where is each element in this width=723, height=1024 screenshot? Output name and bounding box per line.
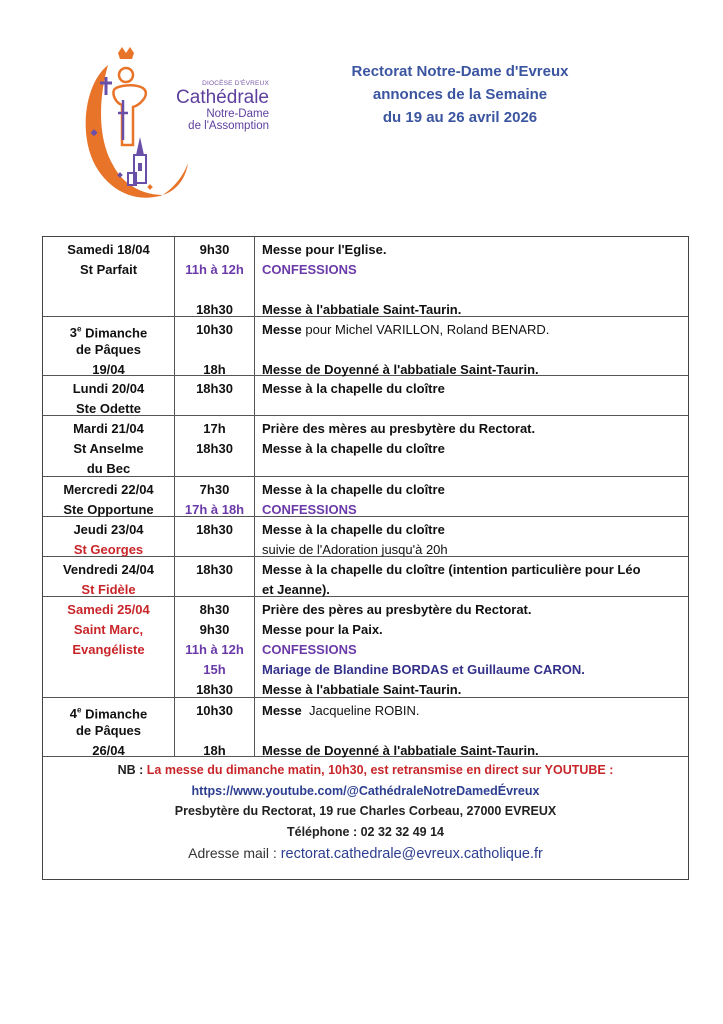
schedule-row (43, 557, 688, 597)
mail-line (43, 843, 688, 864)
event-keyword: Messe (262, 322, 302, 337)
day-date: 26/04 (92, 743, 125, 758)
event-cell (255, 597, 688, 697)
event-text: Messe à la chapelle du cloître (intention particulière pour Léo (262, 562, 641, 577)
schedule-row (43, 597, 688, 698)
day-date: 19/04 (92, 362, 125, 377)
event-text: Mariage de Blandine BORDAS et Guillaume CARON. (262, 662, 585, 677)
youtube-url[interactable]: https://www.youtube.com/@CathédraleNotreDamedÉvreux (191, 784, 540, 798)
event-text: Messe à la chapelle du cloître (262, 381, 445, 396)
event-text (262, 320, 682, 340)
event-text: CONFESSIONS (262, 262, 357, 277)
time-value: 11h à 12h (185, 642, 244, 657)
logo-text (144, 81, 269, 132)
event-detail: pour Michel VARILLON, Roland BENARD. (305, 322, 550, 337)
time-value: 17h (203, 421, 226, 436)
time-value: 18h30 (196, 562, 233, 577)
event-text (262, 280, 682, 300)
day-saint: St Parfait (79, 262, 138, 277)
event-cell (255, 376, 688, 415)
schedule-row (43, 517, 688, 557)
time-cell (175, 376, 255, 415)
day-date (47, 701, 170, 721)
day-cell (43, 237, 175, 316)
day-title: Dimanche (85, 706, 148, 722)
time-value: 18h (203, 743, 226, 758)
day-cell (43, 698, 175, 756)
time-cell (175, 317, 255, 375)
time-value: 8h30 (199, 602, 230, 617)
event-text: Messe à l'abbatiale Saint-Taurin. (262, 682, 462, 697)
time-value: 18h30 (196, 441, 233, 456)
day-date: Jeudi 23/04 (73, 522, 144, 537)
time-value: 11h à 12h (185, 262, 244, 277)
event-detail: Jacqueline ROBIN. (305, 703, 420, 718)
title-line-1: Rectorat Notre-Dame d'Evreux (351, 63, 569, 80)
footer-info (43, 757, 688, 864)
title-line-3: du 19 au 26 avril 2026 (382, 109, 538, 126)
day-saint: de Pâques (75, 723, 142, 738)
event-cell (255, 477, 688, 516)
event-cell (255, 317, 688, 375)
time-value: 9h30 (199, 622, 230, 637)
event-text: CONFESSIONS (262, 502, 357, 517)
day-cell (43, 416, 175, 476)
time-cell (175, 557, 255, 596)
day-saint: Saint Marc, (73, 622, 144, 637)
event-cell (255, 698, 688, 756)
day-saint: Ste Odette (75, 401, 141, 416)
schedule-row (43, 317, 688, 376)
time-value: 18h30 (196, 381, 233, 396)
event-text: Messe pour la Paix. (262, 622, 383, 637)
day-title: Dimanche (85, 325, 148, 341)
event-text: Prière des pères au presbytère du Rectorat. (262, 602, 532, 617)
event-text (262, 701, 682, 721)
day-cell (43, 317, 175, 375)
day-date: Mercredi 22/04 (63, 482, 154, 497)
schedule-row (43, 376, 688, 416)
time-value: 10h30 (196, 322, 233, 337)
schedule-row (43, 698, 688, 757)
schedule-table (42, 236, 689, 880)
time-value: 9h30 (199, 242, 230, 257)
logo-title: Cathédrale (176, 86, 269, 108)
event-text: Messe de Doyenné à l'abbatiale Saint-Taurin. (262, 362, 539, 377)
time-value: 18h (203, 362, 226, 377)
day-ordinal: 3e (69, 325, 82, 341)
event-cell (255, 416, 688, 476)
time-value: 15h (203, 662, 226, 677)
time-value: 18h30 (196, 522, 233, 537)
event-text: CONFESSIONS (262, 642, 357, 657)
day-cell (43, 517, 175, 556)
logo-diocese: DIOCÈSE D'ÉVREUX (202, 80, 269, 87)
day-saint: St Fidèle (81, 582, 136, 597)
event-cell (255, 517, 688, 556)
nb-text: La messe du dimanche matin, 10h30, est retransmise en direct sur YOUTUBE : (146, 763, 614, 777)
event-text: et Jeanne). (262, 582, 330, 597)
address: Presbytère du Rectorat, 19 rue Charles Corbeau, 27000 EVREUX (174, 804, 557, 818)
page-title (300, 60, 620, 129)
day-date: Samedi 18/04 (67, 242, 150, 257)
time-cell (175, 416, 255, 476)
time-cell (175, 477, 255, 516)
event-text: suivie de l'Adoration jusqu'à 20h (262, 542, 448, 557)
event-cell (255, 237, 688, 316)
nb-line (43, 759, 688, 780)
logo-subtitle-1: Notre-Dame (206, 107, 269, 120)
time-value (175, 340, 254, 360)
day-saint: St Georges (73, 542, 144, 557)
event-text: Messe de Doyenné à l'abbatiale Saint-Taurin. (262, 743, 539, 758)
day-date: Vendredi 24/04 (62, 562, 155, 577)
time-value: 10h30 (196, 703, 233, 718)
event-text (262, 721, 682, 741)
event-keyword: Messe (262, 703, 302, 718)
logo-subtitle-2: de l'Assomption (188, 119, 269, 132)
mail-label: Adresse mail : (188, 845, 281, 861)
time-cell (175, 237, 255, 316)
event-text: Prière des mères au presbytère du Rectorat. (262, 421, 536, 436)
schedule-row (43, 237, 688, 317)
youtube-link[interactable] (43, 780, 688, 801)
time-value: 18h30 (196, 302, 233, 317)
event-text: Messe pour l'Eglise. (262, 242, 387, 257)
time-value: 7h30 (199, 482, 230, 497)
day-saint: de Pâques (75, 342, 142, 357)
event-cell (255, 557, 688, 596)
time-value: 17h à 18h (184, 502, 245, 517)
cathedral-logo (78, 45, 268, 210)
time-value (175, 721, 254, 741)
event-text (262, 340, 682, 360)
phone: Téléphone : 02 32 32 49 14 (286, 825, 445, 839)
day-ordinal: 4e (69, 706, 82, 722)
time-value: 18h30 (196, 682, 233, 697)
day-saint: St Anselme (73, 441, 144, 456)
day-cell (43, 376, 175, 415)
day-saint: Evangéliste (72, 642, 145, 657)
schedule-row (43, 477, 688, 517)
day-cell (43, 597, 175, 697)
event-text: Messe à la chapelle du cloître (262, 522, 445, 537)
day-cell (43, 557, 175, 596)
day-cell (43, 477, 175, 516)
day-saint: du Bec (86, 461, 131, 476)
event-text: Messe à l'abbatiale Saint-Taurin. (262, 302, 462, 317)
title-line-2: annonces de la Semaine (372, 86, 548, 103)
schedule-row (43, 416, 688, 477)
event-text: Messe à la chapelle du cloître (262, 441, 445, 456)
day-date: Samedi 25/04 (67, 602, 150, 617)
day-saint: Ste Opportune (63, 502, 154, 517)
mail-address[interactable]: rectorat.cathedrale@evreux.catholique.fr (280, 846, 543, 862)
time-cell (175, 597, 255, 697)
day-date: Lundi 20/04 (72, 381, 145, 396)
event-text: Messe à la chapelle du cloître (262, 482, 445, 497)
time-cell (175, 698, 255, 756)
day-date: Mardi 21/04 (73, 421, 144, 436)
time-cell (175, 517, 255, 556)
nb-label: NB : (117, 763, 147, 777)
day-date (47, 320, 170, 340)
time-value (175, 280, 254, 300)
